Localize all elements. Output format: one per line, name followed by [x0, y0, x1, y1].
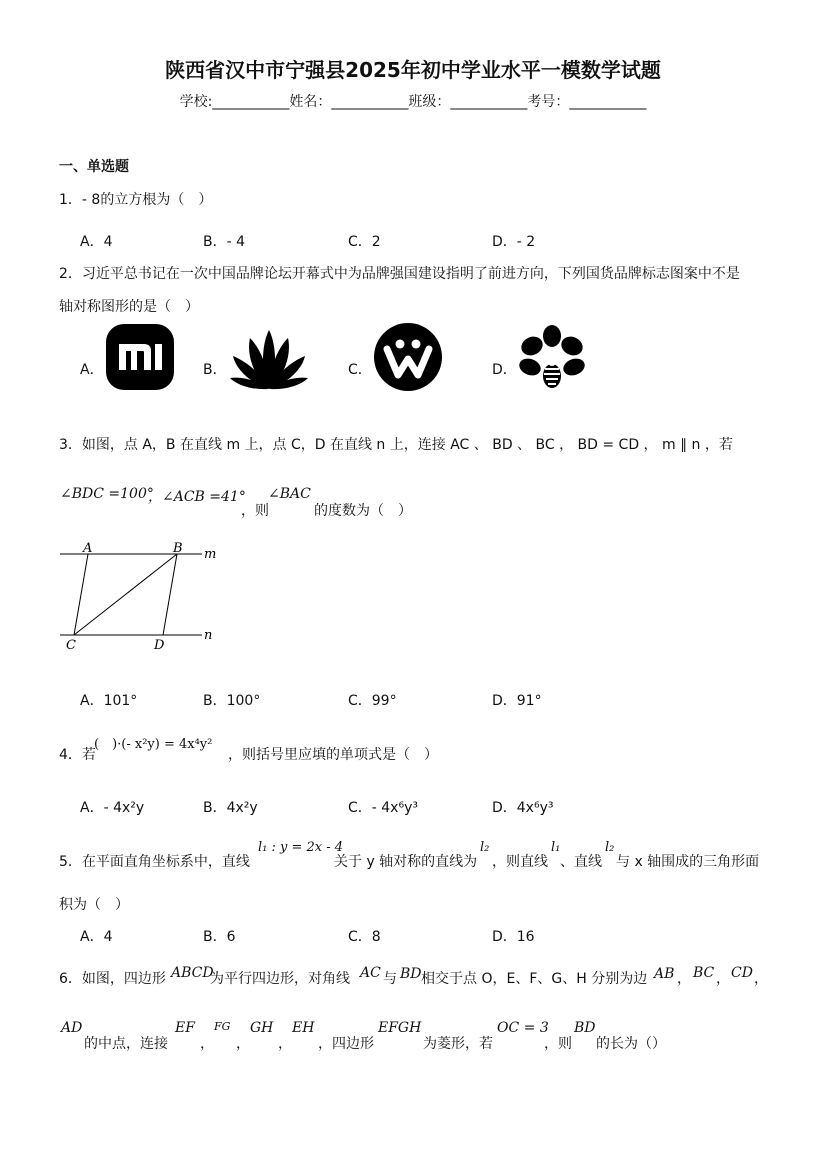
q6-ad: AD	[61, 1020, 83, 1036]
q6-oc: OC = 3	[497, 1020, 549, 1036]
q1-option-c: C．2	[348, 234, 381, 250]
q1-option-a: A．4	[80, 234, 113, 250]
fig-label-n: n	[204, 628, 213, 643]
question-3-line-1: 3．如图，点 A，B 在直线 m 上，点 C，D 在直线 n 上，连接 AC 、 BD 、 BC ， BD = CD ， m ∥ n ，若	[59, 437, 733, 453]
question-6-part-8: ，则	[544, 1036, 572, 1052]
q6-efgh: EFGH	[378, 1020, 422, 1036]
q6-bd: BD	[400, 966, 422, 982]
mi-logo-icon	[106, 324, 174, 390]
q4-option-d: D．4x⁶y³	[492, 800, 554, 816]
q5-l2-a: l₂	[480, 840, 490, 855]
w-circle-logo-icon	[373, 323, 443, 391]
q6-comma-1: ，	[677, 971, 691, 987]
question-6-part-9: 的长为（）	[596, 1036, 666, 1052]
section-title: 一、单选题	[59, 159, 129, 175]
q6-ac: AC	[360, 965, 381, 981]
question-5-part-1: 5．在平面直角坐标系中，直线	[59, 854, 250, 870]
q2-option-a-label: A．	[80, 362, 104, 378]
q6-comma-4: ，	[200, 1036, 214, 1052]
question-6-part-4: 相交于点 O，E、F、G、H 分别为边	[421, 971, 648, 987]
question-5-part-4: 、直线	[560, 854, 602, 870]
q3-option-d: D．91°	[492, 693, 542, 709]
question-6-part-7: 为菱形，若	[423, 1036, 493, 1052]
q4-option-c: C．- 4x⁶y³	[348, 800, 418, 816]
q6-cd: CD	[731, 965, 753, 981]
fig-label-d: D	[154, 638, 165, 653]
question-6-part-6: ，四边形	[318, 1036, 374, 1052]
q1-option-d: D．- 2	[492, 234, 536, 250]
q3-angle-acb: ，∠ACB =41°	[148, 489, 246, 505]
question-5-part-2: 关于 y 轴对称的直线为	[334, 854, 478, 870]
q5-option-b: B．6	[203, 929, 236, 945]
q5-l1-b: l₁	[551, 840, 561, 855]
q6-ab: AB	[654, 966, 675, 982]
question-5-part-3: ，则直线	[492, 854, 548, 870]
q6-gh: GH	[250, 1020, 274, 1036]
question-4-suffix: ，则括号里应填的单项式是（ ）	[228, 747, 438, 763]
q4-option-b: B．4x²y	[203, 800, 258, 816]
q3-angle-bac: ∠BAC	[268, 486, 311, 502]
fig-label-a: A	[83, 541, 93, 556]
q5-option-a: A．4	[80, 929, 113, 945]
q4-expression: ( )·(- x²y) = 4x⁴y²	[94, 737, 213, 752]
question-6-part-5: 的中点，连接	[84, 1036, 168, 1052]
question-5-line-2: 积为（ ）	[59, 897, 129, 913]
q3-degree-question: 的度数为（ ）	[314, 503, 412, 519]
q5-line-l1: l₁ : y = 2x - 4	[258, 840, 344, 855]
q3-figure	[58, 538, 223, 656]
q4-option-a: A．- 4x²y	[80, 800, 145, 816]
question-6-part-2: 为平行四边形，对角线	[210, 971, 350, 987]
question-4-prefix: 4．若	[59, 747, 96, 763]
page-title: 陕西省汉中市宁强县2025年初中学业水平一模数学试题	[165, 58, 661, 82]
question-6-part-1: 6．如图，四边形	[59, 971, 166, 987]
question-5-part-5: 与 x 轴围成的三角形面	[616, 854, 760, 870]
q3-option-b: B．100°	[203, 693, 261, 709]
q5-option-d: D．16	[492, 929, 535, 945]
student-info-line: 学校:___________姓名：___________班级：___________考号：___________	[179, 94, 647, 110]
huawei-logo-icon	[228, 328, 310, 390]
flower-logo-icon	[518, 324, 586, 390]
q6-bd-2: BD	[574, 1020, 596, 1036]
question-1-text: 1．- 8的立方根为（ ）	[59, 192, 213, 208]
q2-option-c-label: C．	[348, 362, 372, 378]
q3-angle-bdc: ∠BDC =100°	[60, 486, 154, 502]
fig-label-b: B	[173, 541, 183, 556]
q5-option-c: C．8	[348, 929, 381, 945]
q6-comma-5: ，	[236, 1036, 250, 1052]
q6-eh: EH	[292, 1020, 315, 1036]
q6-bc: BC	[693, 965, 715, 981]
question-6-part-3: 与	[383, 971, 397, 987]
q6-ef: EF	[175, 1020, 195, 1036]
q1-option-b: B．- 4	[203, 234, 246, 250]
fig-label-c: C	[66, 638, 76, 653]
q6-fg: FG	[214, 1020, 231, 1033]
q6-comma-2: ，	[716, 971, 730, 987]
q5-l2-b: l₂	[605, 840, 615, 855]
q2-option-b-label: B．	[203, 362, 227, 378]
q3-option-a: A．101°	[80, 693, 138, 709]
question-2-line-1: 2．习近平总书记在一次中国品牌论坛开幕式中为品牌强国建设指明了前进方向，下列国货品牌标志图案中不是	[59, 266, 740, 282]
fig-label-m: m	[204, 547, 217, 562]
q3-then: ，则	[241, 503, 269, 519]
q6-abcd: ABCD	[171, 965, 214, 981]
question-2-line-2: 轴对称图形的是（ ）	[59, 299, 199, 315]
q2-option-d-label: D．	[492, 362, 517, 378]
q3-option-c: C．99°	[348, 693, 397, 709]
q6-comma-3: ，	[754, 971, 768, 987]
q6-comma-6: ，	[278, 1036, 292, 1052]
